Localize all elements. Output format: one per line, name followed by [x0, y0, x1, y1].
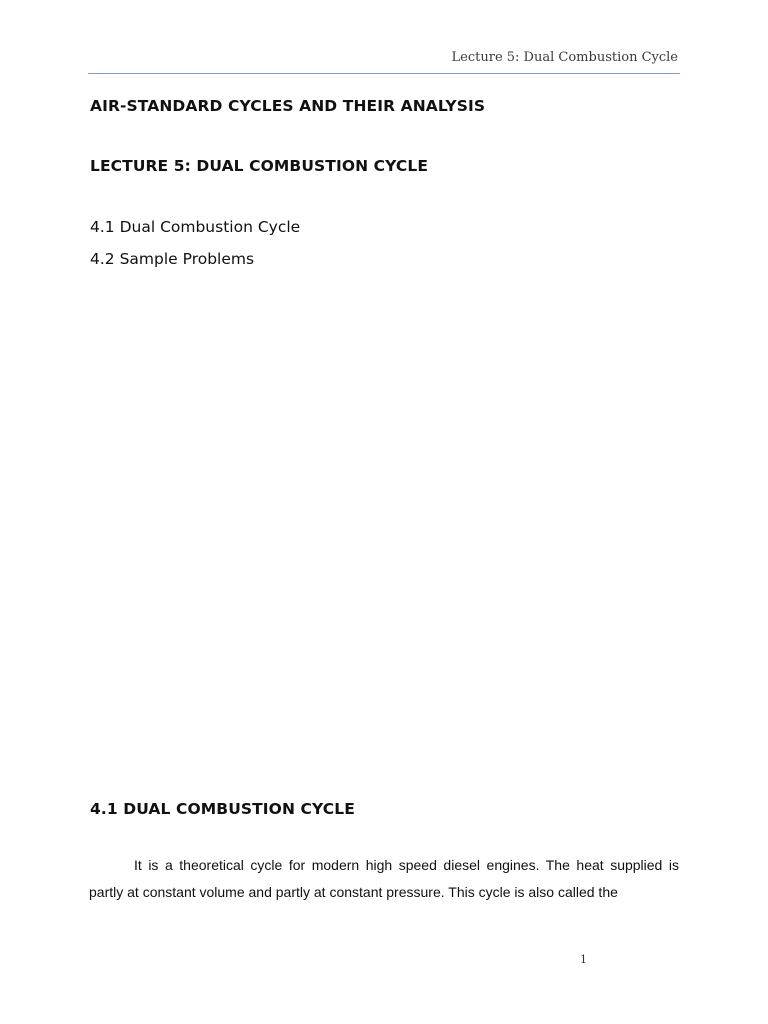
section-paragraph: It is a theoretical cycle for modern high speed diesel engines. The heat supplied is partly at constant volume and partly at constant pressure. This cycle is also called the [89, 857, 679, 900]
section-heading: 4.1 DUAL COMBUSTION CYCLE [90, 800, 355, 818]
header-rule [88, 73, 680, 74]
contents-item-sample-problems: 4.2 Sample Problems [90, 250, 255, 268]
lecture-title: LECTURE 5: DUAL COMBUSTION CYCLE [90, 157, 429, 175]
running-header: Lecture 5: Dual Combustion Cycle [451, 50, 678, 65]
course-title: AIR-STANDARD CYCLES AND THEIR ANALYSIS [90, 97, 486, 115]
page-number: 1 [580, 953, 587, 966]
contents-item-dual-combustion-cycle: 4.1 Dual Combustion Cycle [90, 218, 301, 236]
